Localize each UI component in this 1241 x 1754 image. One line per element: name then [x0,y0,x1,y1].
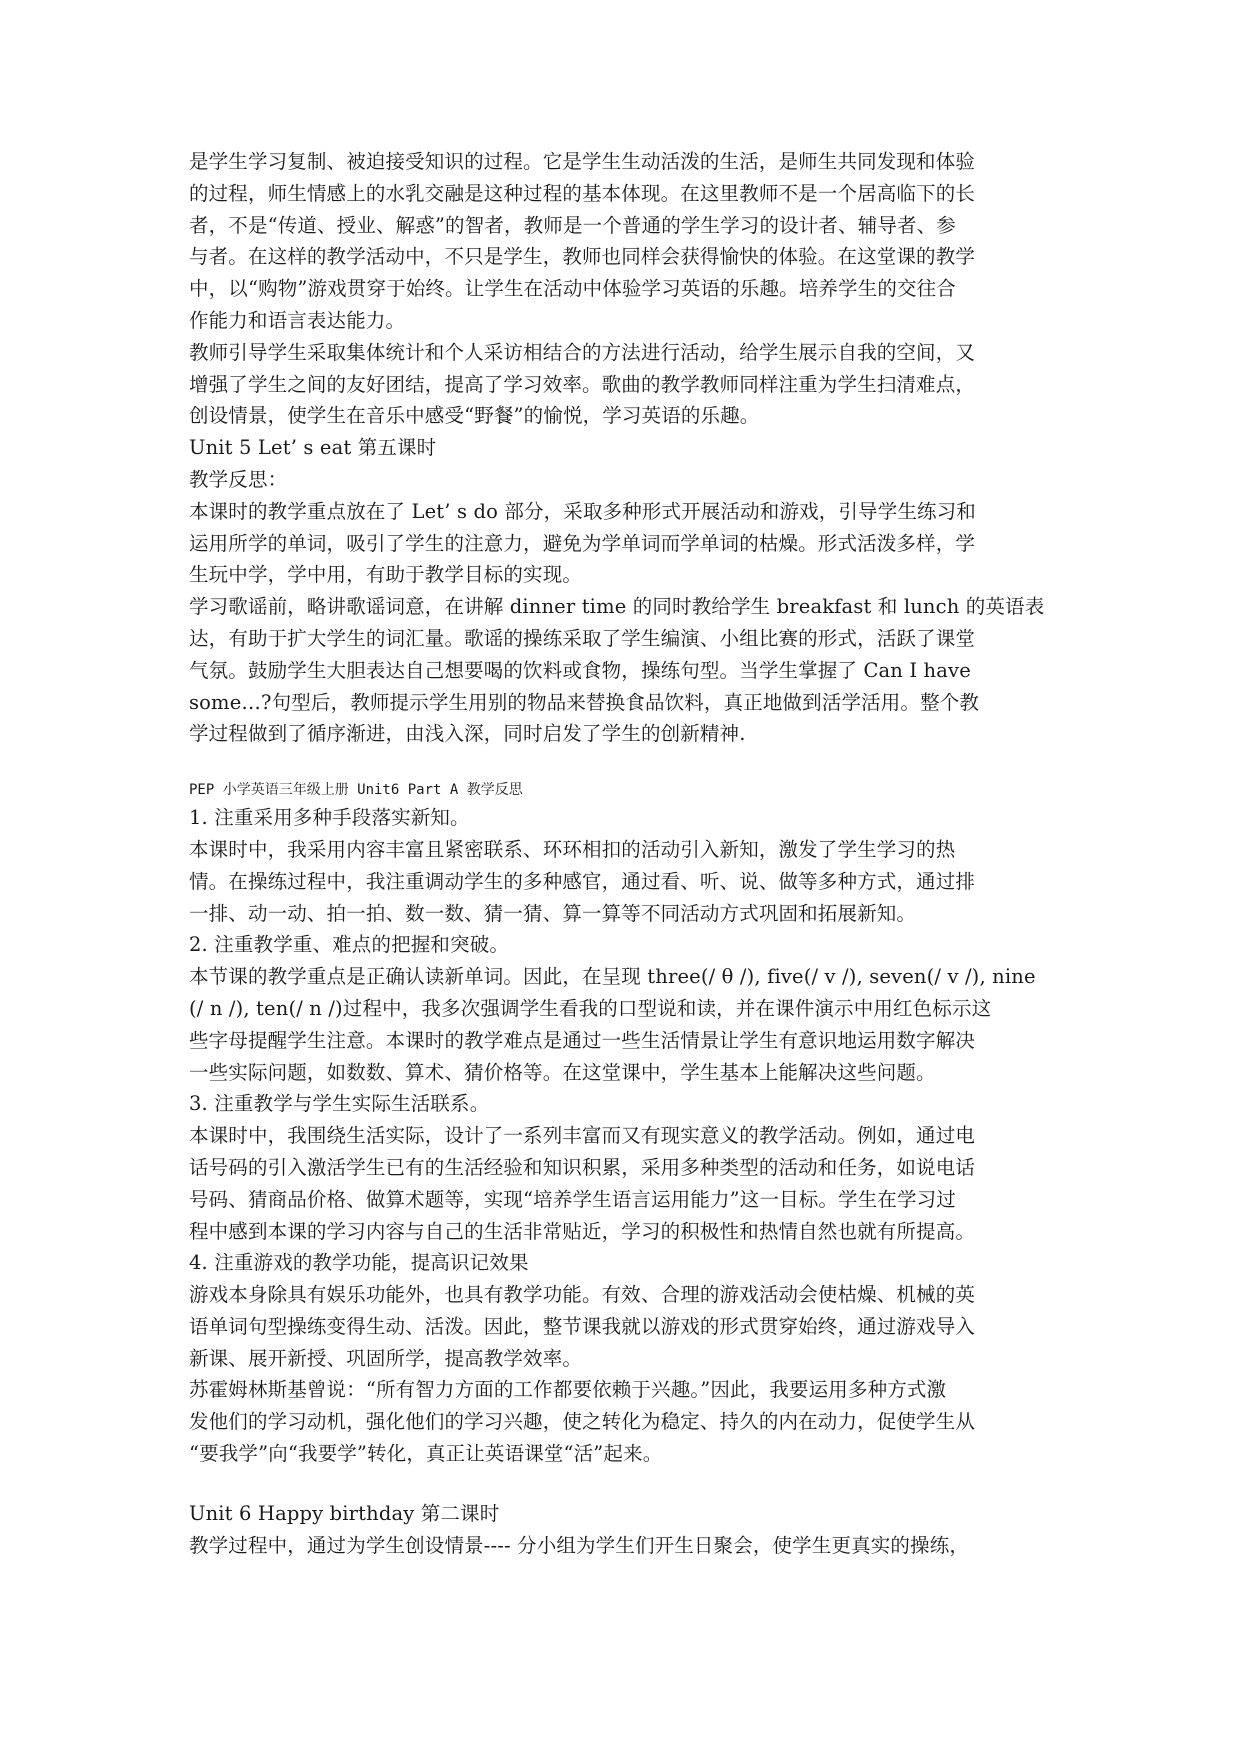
text-line: 运用所学的单词，吸引了学生的注意力，避免为学单词而学单词的枯燥。形式活泼多样，学 [189,531,976,555]
text-line: 3. 注重教学与学生实际生活联系。 [189,1092,490,1116]
text-line: 新课、展开新授、巩固所学，提高教学效率。 [189,1346,583,1370]
text-line: 游戏本身除具有娱乐功能外，也具有教学功能。有效、合理的游戏活动会使枯燥、机械的英 [189,1283,976,1307]
text-line: 是学生学习复制、被迫接受知识的过程。它是学生生动活泼的生活，是师生共同发现和体验 [189,150,976,173]
text-line: (/ n /), ten(/ n /)过程中，我多次强调学生看我的口型说和读，并在课件演示中用红色标示这 [189,996,992,1020]
text-line: Unit 5 Let’ s eat 第五课时 [189,436,437,460]
text-line: 本节课的教学重点是正确认读新单词。因此，在呈现 three(/ θ /), five(/ v /), seven(/ v /), nine [189,965,1036,989]
text-line: 生玩中学，学中用，有助于教学目标的实现。 [189,563,583,587]
text-line: Unit 6 Happy birthday 第二课时 [189,1501,500,1525]
text-line: 2. 注重教学重、难点的把握和突破。 [189,933,510,957]
document-body [189,146,1059,1561]
text-line: 4. 注重游戏的教学功能，提高识记效果 [189,1251,529,1275]
text-line: 作能力和语言表达能力。 [189,308,406,332]
text-line: 些字母提醒学生注意。本课时的教学难点是通过一些生活情景让学生有意识地运用数字解决 [189,1028,976,1052]
text-line: 苏霍姆林斯基曾说：“所有智力方面的工作都要依赖于兴趣。”因此，我要运用多种方式激 [189,1378,947,1402]
text-line: 本课时中，我采用内容丰富且紧密联系、环环相扣的活动引入新知，激发了学生学习的热 [189,837,956,861]
text-line: 创设情景，使学生在音乐中感受“野餐”的愉悦，学习英语的乐趣。 [189,404,760,428]
text-line: “要我学”向“我要学”转化，真正让英语课堂“活”起来。 [189,1442,663,1466]
text-line: 者，不是“传道、授业、解惑”的智者，教师是一个普通的学生学习的设计者、辅导者、参 [189,213,956,237]
text-line: 达，有助于扩大学生的词汇量。歌谣的操练采取了学生编演、小组比赛的形式，活跃了课堂 [189,626,976,650]
text-line: 本课时的教学重点放在了 Let’ s do 部分，采取多种形式开展活动和游戏，引导学生练习和 [189,499,976,523]
text-line: 情。在操练过程中，我注重调动学生的多种感官，通过看、听、说、做等多种方式，通过排 [189,869,976,893]
text-block-unit6-lesson2 [189,1498,1059,1562]
text-line: 发他们的学习动机，强化他们的学习兴趣，使之转化为稳定、持久的内在动力，促使学生从 [189,1410,976,1434]
text-line: 语单词句型操练变得生动、活泼。因此，整节课我就以游戏的形式贯穿始终，通过游戏导入 [189,1314,976,1338]
text-line: 教学过程中，通过为学生创设情景---- 分小组为学生们开生日聚会，使学生更真实的操练， [189,1533,970,1557]
text-line: 的过程，师生情感上的水乳交融是这种过程的基本体现。在这里教师不是一个居高临下的长 [189,181,976,205]
text-line: 一排、动一动、拍一拍、数一数、猜一猜、算一算等不同活动方式巩固和拓展新知。 [189,901,917,925]
text-line: 本课时中，我围绕生活实际，设计了一系列丰富而又有现实意义的教学活动。例如，通过电 [189,1124,976,1148]
text-line: 号码、猜商品价格、做算术题等，实现“培养学生语言运用能力”这一目标。学生在学习过 [189,1187,956,1211]
text-line: 程中感到本课的学习内容与自己的生活非常贴近，学习的积极性和热情自然也就有所提高。 [189,1219,976,1243]
paragraph-gap [189,1470,1059,1498]
text-line: some…?句型后，教师提示学生用别的物品来替换食品饮料，真正地做到活学活用。整个教 [189,690,980,714]
text-line: 教学反思： [189,467,288,491]
text-line: 一些实际问题，如数数、算术、猜价格等。在这堂课中，学生基本上能解决这些问题。 [189,1060,936,1084]
text-line: 增强了学生之间的友好团结，提高了学习效率。歌曲的教学教师同样注重为学生扫清难点， [189,372,976,396]
text-line: 与者。在这样的教学活动中，不只是学生，教师也同样会获得愉快的体验。在这堂课的教学 [189,245,976,269]
text-line: 中，以“购物”游戏贯穿于始终。让学生在活动中体验学习英语的乐趣。培养学生的交往合 [189,277,956,301]
text-line: 学习歌谣前，略讲歌谣词意，在讲解 dinner time 的同时教给学生 breakfast 和 lunch 的英语表 [189,595,1045,619]
text-line: 气氛。鼓励学生大胆表达自己想要喝的饮料或食物，操练句型。当学生掌握了 Can I have [189,658,971,682]
text-line: 学过程做到了循序渐进，由浅入深，同时启发了学生的创新精神. [189,722,746,746]
section-caption: PEP 小学英语三年级上册 Unit6 Part A 教学反思 [189,782,523,799]
text-block-unit6-reflection [189,802,1059,1470]
text-line: 教师引导学生采取集体统计和个人采访相结合的方法进行活动，给学生展示自我的空间，又 [189,340,976,364]
text-block-unit5 [189,146,1059,750]
text-line: 话号码的引入激活学生已有的生活经验和知识积累，采用多种类型的活动和任务，如说电话 [189,1155,976,1179]
text-line: 1. 注重采用多种手段落实新知。 [189,806,470,830]
